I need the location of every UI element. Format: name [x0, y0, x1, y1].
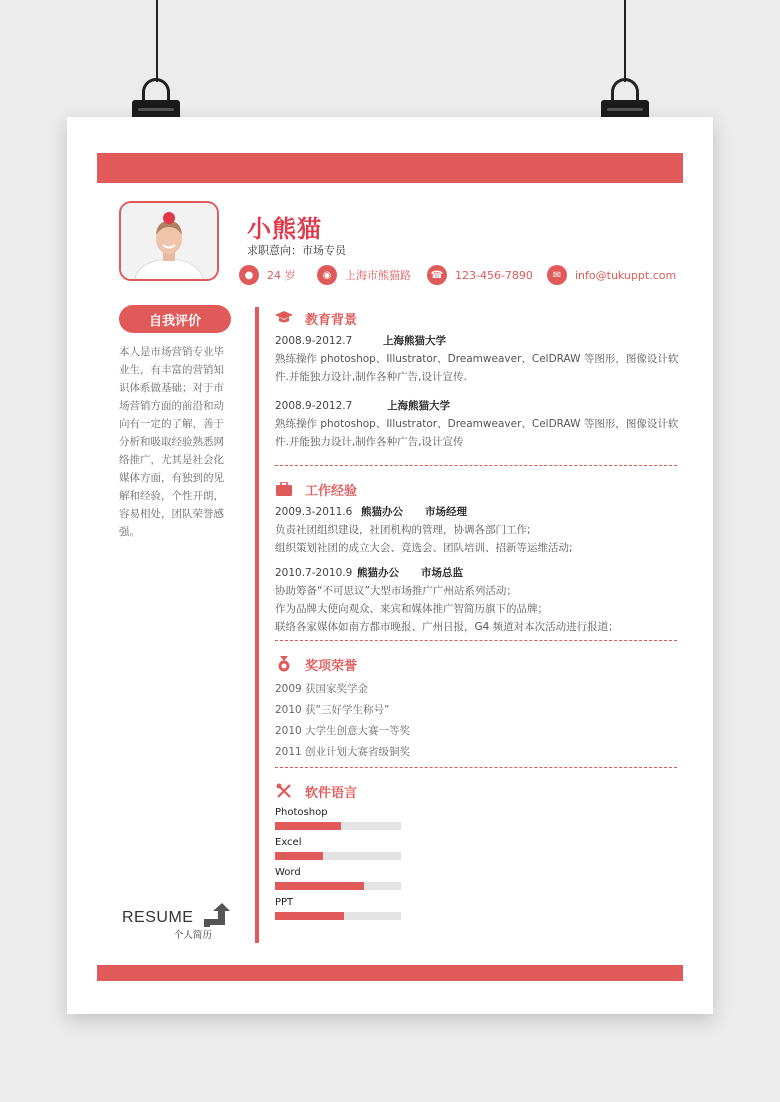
skill-name: Photoshop [275, 807, 328, 818]
self-evaluation-text: 本人是市场营销专业毕业生，有丰富的营销知识体系做基础；对于市场营销方面的前沿和动向有一定的了解，善于分析和吸取经验熟悉网络推广，尤其是社会化媒体方面，有独到的见解和经验，个性开朗，容易相处，团队荣誉感强。 [119, 346, 224, 538]
contact-email-text[interactable]: info@tukuppt.com [575, 268, 677, 282]
self-evaluation-title: 自我评价 [119, 305, 231, 333]
work-date: 2010.7-2010.9 [275, 567, 353, 579]
contact-age-text: 24 岁 [267, 269, 296, 282]
skill-bar-fill [275, 822, 341, 830]
work-line: 联络各家媒体如南方都市晚报、广州日报，G4 频道对本次活动进行报道； [275, 621, 619, 633]
education-section [275, 307, 683, 451]
turn-up-arrow-icon [202, 903, 230, 929]
award-item: 2010 大学生创意大赛一等奖 [275, 725, 411, 737]
resume-word: RESUME [122, 909, 194, 926]
footer-band [97, 965, 683, 981]
skill-item [275, 806, 683, 830]
awards-title: 奖项荣誉 [305, 658, 358, 674]
work-entry-head [275, 565, 683, 582]
work-entry-head [275, 504, 683, 521]
skill-bar [275, 822, 401, 830]
skill-item [275, 896, 683, 920]
award-item: 2011 创业计划大赛省级铜奖 [275, 746, 411, 758]
work-role: 市场总监 [421, 567, 463, 579]
education-entry-head [275, 398, 683, 415]
work-section [275, 478, 683, 636]
skill-bar [275, 912, 401, 920]
skill-bar-fill [275, 882, 364, 890]
skills-section [275, 780, 683, 920]
contact-bar [239, 265, 689, 289]
education-date: 2008.9-2012.7 [275, 335, 353, 347]
education-desc: 熟练操作 photoshop、Illustrator、Dreamweaver、CelDRAW 等图形，图像设计软件.并能独力设计,制作各种广告,设计宣传 [275, 418, 679, 448]
contact-age [239, 265, 296, 285]
work-company: 熊猫办公 [357, 567, 399, 579]
hanging-wire-right [624, 0, 626, 82]
contact-address [317, 265, 411, 285]
avatar [119, 201, 219, 281]
education-desc: 熟练操作 photoshop、Illustrator、Dreamweaver、CelDRAW 等图形，图像设计软件.并能独力设计,制作各种广告,设计宣传. [275, 353, 679, 383]
awards-section [275, 653, 683, 763]
education-entry-head [275, 333, 683, 350]
mail-icon: ✉ [547, 265, 567, 285]
contact-email [547, 265, 676, 285]
resume-paper [67, 117, 713, 1014]
contact-address-text: 上海市熊猫路 [345, 269, 411, 282]
resume-subtitle: 个人简历 [174, 930, 213, 941]
graduation-cap-icon [275, 310, 293, 326]
skill-item [275, 866, 683, 890]
location-icon: ◉ [317, 265, 337, 285]
header-band [97, 153, 683, 183]
resume-mark [122, 903, 232, 943]
skill-bar-fill [275, 912, 344, 920]
phone-icon: ☎ [427, 265, 447, 285]
skill-name: PPT [275, 897, 294, 908]
candidate-name: 小熊猫 [247, 215, 322, 243]
education-school: 上海熊猫大学 [387, 400, 450, 412]
work-line: 组织策划社团的成立大会、竞选会、团队培训、招新等运维活动; [275, 542, 573, 554]
education-date: 2008.9-2012.7 [275, 400, 353, 412]
self-evaluation-column [119, 305, 233, 541]
section-divider [275, 465, 677, 466]
award-item: 2010 获“三好学生称号” [275, 704, 390, 716]
contact-phone [427, 265, 533, 285]
hanging-wire-left [156, 0, 158, 82]
skill-item [275, 836, 683, 860]
skill-bar-fill [275, 852, 323, 860]
main-column [275, 307, 683, 926]
job-intent: 求职意向：市场专员 [247, 244, 346, 257]
work-title: 工作经验 [305, 483, 358, 499]
contact-phone-text[interactable]: 123-456-7890 [455, 268, 533, 282]
section-divider [275, 640, 677, 641]
work-line: 作为品牌大使向观众、来宾和媒体推广智简历旗下的品牌； [275, 603, 548, 615]
skill-name: Word [275, 867, 301, 878]
column-divider-line [255, 307, 259, 943]
skill-name: Excel [275, 837, 302, 848]
skill-bar [275, 882, 401, 890]
medal-icon [275, 656, 293, 672]
skill-bar [275, 852, 401, 860]
tools-icon [275, 783, 293, 799]
education-school: 上海熊猫大学 [383, 335, 446, 347]
skills-title: 软件语言 [305, 785, 358, 801]
briefcase-icon [275, 481, 293, 497]
work-role: 市场经理 [425, 506, 467, 518]
work-company: 熊猫办公 [361, 506, 403, 518]
work-line: 协助筹备“不可思议”大型市场推广广州站系列活动； [275, 585, 517, 597]
person-icon: ● [239, 265, 259, 285]
work-date: 2009.3-2011.6 [275, 506, 353, 518]
education-title: 教育背景 [305, 312, 358, 328]
section-divider [275, 767, 677, 768]
award-item: 2009 获国家奖学金 [275, 683, 369, 695]
work-line: 负责社团组织建设，社团机构的管理，协调各部门工作; [275, 524, 531, 536]
